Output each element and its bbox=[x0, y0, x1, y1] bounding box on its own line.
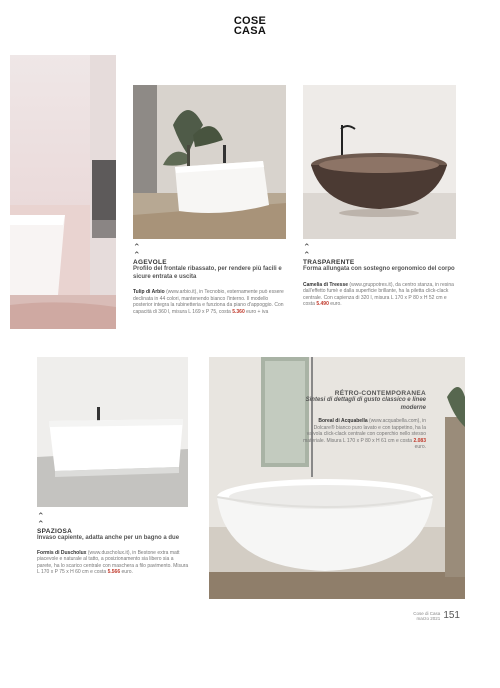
product-price: 2.083 bbox=[413, 437, 426, 444]
product-name: Boreal di Acquabella bbox=[318, 418, 368, 424]
item-tag: AGEVOLE bbox=[133, 259, 167, 266]
item-trasparente bbox=[303, 243, 458, 308]
photo-tulip-bathtub bbox=[133, 85, 286, 239]
item-agevole bbox=[133, 243, 288, 315]
product-name: Formis di Duscholux bbox=[37, 549, 87, 556]
chevron-up-icon: ⌃ ⌃ bbox=[37, 511, 45, 529]
magazine-name: Cose di Casa bbox=[413, 610, 441, 616]
item-description bbox=[37, 550, 189, 576]
product-price-tail: euro. bbox=[121, 569, 133, 576]
product-name: Tulip di Arbio bbox=[133, 289, 165, 295]
item-subtitle: Profilo del frontale ribassato, per rendere più facili e sicure entrata e uscita bbox=[133, 266, 282, 280]
product-desc: (www.acquabella.com), in Dolcare® bianco puro lavato e con tappetino, ha la valvola click-clack centrale con coperchio nello stesso materiale. Misura L 170 x P 80 x H 61 cm e costa bbox=[303, 418, 426, 444]
page-footer bbox=[370, 610, 460, 621]
product-price-tail: euro. bbox=[330, 301, 342, 308]
issue-date: marzo 2021 bbox=[416, 615, 441, 621]
photo-formis-bathtub bbox=[37, 357, 188, 507]
product-price: 5.360 bbox=[232, 308, 245, 315]
product-price: 5.566 bbox=[107, 569, 121, 576]
logo-line-1: COSE bbox=[233, 15, 267, 27]
photo-left-partial bbox=[10, 55, 116, 329]
folio-text bbox=[413, 611, 440, 621]
product-desc: (www.duscholux.it), in Bestone extra matt piacevole e naturale al tatto, a posizionamento sia libero sia a parete, ha lo scarico centrale con maschera a filo pavimento. Misura L 170 x P 75 x H 60 cm e costa bbox=[37, 549, 189, 576]
chevron-up-icon: ⌃ ⌃ bbox=[303, 242, 311, 260]
product-price-tail: euro. bbox=[414, 444, 426, 451]
item-subtitle: Sintesi di dettagli di gusto classico e linee moderne bbox=[305, 397, 426, 411]
item-description bbox=[133, 289, 288, 315]
item-subtitle: Invaso capiente, adatta anche per un bagno a due bbox=[37, 535, 180, 541]
product-name: Camelia di Treesse bbox=[303, 281, 349, 288]
product-desc: (www.gruppotres.it), da centro stanza, in resina dall'effetto fumè e dalla superficie brillante, ha la piletta click-clack centrale. Con capienza di 320 l, misura L 170 x P 80 x H 52 cm e costa bbox=[303, 281, 454, 308]
product-price-tail: euro + iva bbox=[246, 308, 269, 315]
photo-camelia-bathtub bbox=[303, 85, 456, 239]
item-description bbox=[303, 282, 458, 308]
item-tag: SPAZIOSA bbox=[37, 528, 73, 535]
page-number: 151 bbox=[443, 610, 460, 621]
item-retro-contemporanea bbox=[300, 390, 426, 451]
magazine-logo bbox=[222, 16, 278, 36]
logo-line-2: CASA bbox=[233, 25, 267, 37]
item-tag: TRASPARENTE bbox=[303, 259, 355, 266]
product-price: 5.490 bbox=[316, 301, 329, 308]
item-tag: RÉTRO-CONTEMPORANEA bbox=[334, 390, 426, 397]
product-desc: (www.arbio.it), in Tecnobio, esternamente può essere declinata in 44 colori, mantenendo bianco l'interno. Il modello posterior integra la rubinetteria e funziona da piano d'appoggio. Con capacità di 360 l, misura L 169 x P 75, costa bbox=[133, 289, 284, 315]
item-spaziosa bbox=[37, 512, 189, 576]
item-description bbox=[300, 418, 426, 451]
chevron-up-icon: ⌃ ⌃ bbox=[133, 242, 141, 260]
item-subtitle: Forma allungata con sostegno ergonomico del corpo bbox=[303, 266, 455, 272]
